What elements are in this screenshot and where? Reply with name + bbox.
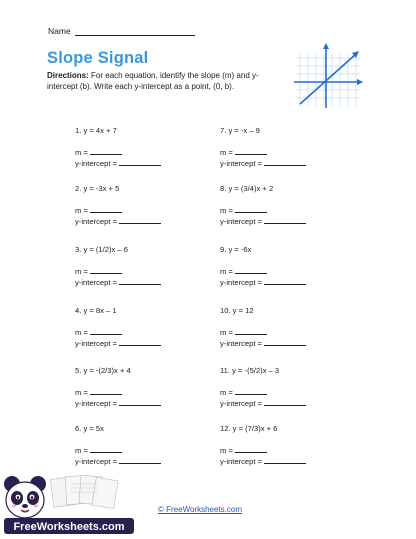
yint-answer-blank[interactable]: [119, 456, 161, 464]
problem-item: [220, 306, 306, 349]
yint-answer-blank[interactable]: [264, 158, 306, 166]
slope-answer-blank[interactable]: [235, 327, 267, 335]
name-line[interactable]: [75, 26, 195, 36]
problem-equation: 9. y = -6x: [220, 245, 252, 254]
problem-item: [220, 245, 306, 288]
slope-answer-blank[interactable]: [235, 445, 267, 453]
yint-answer-row: [75, 277, 161, 288]
slope-answer-blank[interactable]: [90, 445, 122, 453]
problem-item: [75, 245, 161, 288]
panda-icon: [4, 476, 46, 518]
yint-answer-blank[interactable]: [119, 277, 161, 285]
problem-equation: 5. y = -(2/3)x + 4: [75, 366, 131, 375]
problem-equation: 6. y = 5x: [75, 424, 104, 433]
slope-answer-row: [220, 327, 306, 338]
yint-answer-row: [220, 277, 306, 288]
problem-equation: 4. y = 8x – 1: [75, 306, 117, 315]
yint-answer-row: [220, 398, 306, 409]
slope-answer-blank[interactable]: [235, 147, 267, 155]
problem-equation: 12. y = (7/3)x + 6: [220, 424, 278, 433]
yint-label: y-intercept =: [220, 217, 265, 226]
name-label: Name: [48, 26, 71, 36]
problem-item: [220, 424, 306, 467]
slope-label: m =: [220, 148, 235, 157]
problem-equation: 2. y = -3x + 5: [75, 184, 120, 193]
slope-answer-row: [220, 147, 306, 158]
yint-answer-row: [220, 158, 306, 169]
problem-item: [220, 184, 306, 227]
problem-equation: 1. y = 4x + 7: [75, 126, 117, 135]
yint-answer-row: [220, 216, 306, 227]
slope-label: m =: [75, 148, 90, 157]
slope-answer-row: [220, 387, 306, 398]
slope-label: m =: [75, 267, 90, 276]
page-title: Slope Signal: [47, 49, 149, 67]
yint-answer-row: [75, 398, 161, 409]
slope-answer-row: [220, 445, 306, 456]
problem-item: [75, 126, 161, 169]
yint-answer-blank[interactable]: [264, 277, 306, 285]
slope-answer-blank[interactable]: [90, 387, 122, 395]
slope-label: m =: [75, 206, 90, 215]
slope-answer-row: [220, 205, 306, 216]
slope-answer-blank[interactable]: [90, 327, 122, 335]
slope-label: m =: [220, 328, 235, 337]
yint-label: y-intercept =: [75, 399, 120, 408]
slope-answer-blank[interactable]: [90, 205, 122, 213]
problem-item: [75, 184, 161, 227]
yint-answer-blank[interactable]: [119, 158, 161, 166]
slope-label: m =: [220, 446, 235, 455]
slope-answer-blank[interactable]: [235, 387, 267, 395]
slope-label: m =: [75, 446, 90, 455]
yint-label: y-intercept =: [75, 278, 120, 287]
yint-answer-row: [75, 338, 161, 349]
yint-answer-blank[interactable]: [264, 338, 306, 346]
problem-equation: 7. y = -x – 9: [220, 126, 260, 135]
yint-answer-row: [75, 216, 161, 227]
problem-equation: 8. y = (3/4)x + 2: [220, 184, 274, 193]
problem-item: [75, 306, 161, 349]
footer-link[interactable]: © FreeWorksheets.com: [158, 505, 242, 514]
slope-answer-blank[interactable]: [90, 147, 122, 155]
problem-item: [75, 424, 161, 467]
yint-answer-blank[interactable]: [119, 398, 161, 406]
yint-answer-blank[interactable]: [264, 216, 306, 224]
slope-answer-row: [75, 387, 161, 398]
directions-label: Directions:: [47, 71, 89, 80]
yint-label: y-intercept =: [220, 159, 265, 168]
slope-answer-row: [75, 445, 161, 456]
slope-label: m =: [75, 328, 90, 337]
coordinate-graph-icon: [292, 40, 364, 110]
worksheet-stack-icon: [50, 475, 118, 508]
problem-equation: 3. y = (1/2)x – 6: [75, 245, 128, 254]
problem-item: [220, 366, 306, 409]
yint-answer-blank[interactable]: [264, 398, 306, 406]
slope-label: m =: [220, 388, 235, 397]
slope-answer-row: [75, 327, 161, 338]
yint-label: y-intercept =: [220, 278, 265, 287]
slope-answer-blank[interactable]: [235, 205, 267, 213]
problem-item: [220, 126, 306, 169]
slope-label: m =: [220, 267, 235, 276]
directions-text: For each equation, identify the slope (m) and y-intercept (b). Write each y-intercept as a point, (0, b).: [47, 71, 259, 91]
directions: [47, 70, 287, 92]
yint-label: y-intercept =: [75, 217, 120, 226]
yint-label: y-intercept =: [75, 457, 120, 466]
slope-answer-blank[interactable]: [90, 266, 122, 274]
slope-label: m =: [220, 206, 235, 215]
yint-answer-row: [220, 456, 306, 467]
yint-answer-row: [75, 158, 161, 169]
yint-answer-blank[interactable]: [264, 456, 306, 464]
brand-logo-text: FreeWorksheets.com: [13, 521, 125, 533]
slope-label: m =: [75, 388, 90, 397]
slope-answer-blank[interactable]: [235, 266, 267, 274]
problem-equation: 10. y = 12: [220, 306, 254, 315]
panda-logo: [0, 470, 140, 539]
slope-answer-row: [220, 266, 306, 277]
slope-answer-row: [75, 266, 161, 277]
yint-answer-blank[interactable]: [119, 338, 161, 346]
yint-answer-row: [220, 338, 306, 349]
yint-label: y-intercept =: [220, 339, 265, 348]
problem-equation: 11. y = -(5/2)x – 3: [220, 366, 280, 375]
yint-label: y-intercept =: [75, 159, 120, 168]
slope-answer-row: [75, 147, 161, 158]
yint-label: y-intercept =: [220, 399, 265, 408]
yint-answer-blank[interactable]: [119, 216, 161, 224]
yint-answer-row: [75, 456, 161, 467]
name-row: [48, 26, 195, 36]
problem-item: [75, 366, 161, 409]
slope-answer-row: [75, 205, 161, 216]
yint-label: y-intercept =: [75, 339, 120, 348]
yint-label: y-intercept =: [220, 457, 265, 466]
